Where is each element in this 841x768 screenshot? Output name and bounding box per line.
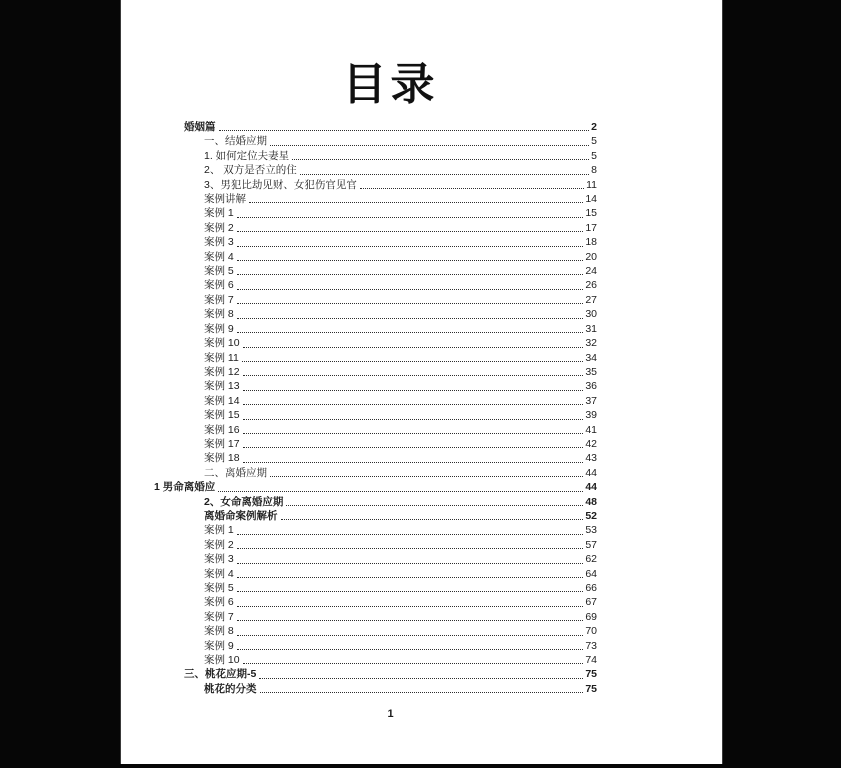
toc-entry-label: 案例 9 (204, 322, 234, 335)
toc-entry-label: 案例 10 (204, 337, 240, 350)
toc-entry-label: 案例 4 (204, 250, 234, 263)
toc-entry-label: 案例 18 (204, 452, 240, 465)
toc-entry-label: 一、结婚应期 (204, 135, 267, 148)
toc-entry-label: 案例 7 (204, 610, 234, 623)
toc-entry[interactable] (184, 624, 597, 638)
toc-entry-label: 案例 1 (204, 524, 234, 537)
toc-leader-dots (218, 491, 583, 492)
toc-leader-dots (237, 217, 584, 218)
toc-entry[interactable] (184, 394, 597, 408)
toc-entry[interactable] (184, 466, 597, 480)
toc-entry-page: 42 (585, 437, 597, 450)
toc-entry[interactable] (184, 149, 597, 163)
toc-leader-dots (270, 476, 583, 477)
toc-entry-page: 66 (585, 582, 597, 594)
toc-entry-label: 案例 2 (204, 221, 234, 234)
toc-entry[interactable] (184, 610, 597, 624)
toc-leader-dots (243, 419, 584, 420)
toc-entry[interactable] (184, 379, 597, 393)
toc-entry[interactable] (184, 552, 597, 566)
toc-entry[interactable] (184, 538, 597, 552)
toc-leader-dots (237, 635, 584, 636)
toc-entry-page: 17 (585, 221, 597, 234)
toc-entry-page: 73 (585, 639, 597, 652)
toc-entry[interactable] (184, 120, 597, 134)
toc-leader-dots (237, 274, 584, 275)
toc-entry[interactable] (184, 134, 597, 148)
toc-entry[interactable] (184, 667, 597, 681)
toc-entry-page: 74 (585, 654, 597, 667)
toc-leader-dots (286, 505, 583, 506)
toc-list (154, 120, 597, 696)
toc-leader-dots (243, 375, 584, 376)
toc-entry[interactable] (184, 595, 597, 609)
toc-leader-dots (237, 591, 584, 592)
toc-entry[interactable] (184, 653, 597, 667)
toc-entry-label: 案例 11 (204, 351, 239, 364)
toc-entry-page: 67 (585, 596, 597, 609)
toc-entry-label: 案例 16 (204, 423, 240, 436)
toc-entry[interactable] (184, 192, 597, 206)
toc-leader-dots (237, 577, 584, 578)
toc-entry[interactable] (184, 221, 597, 235)
toc-leader-dots (237, 289, 584, 290)
toc-leader-dots (243, 404, 584, 405)
toc-leader-dots (237, 303, 584, 304)
toc-entry[interactable] (184, 437, 597, 451)
toc-entry-page: 70 (585, 625, 597, 638)
toc-leader-dots (242, 361, 583, 362)
toc-entry-label: 2、 双方是否立的住 (204, 164, 297, 177)
toc-entry-label: 桃花的分类 (204, 682, 257, 695)
toc-leader-dots (237, 260, 584, 261)
toc-entry-page: 69 (585, 610, 597, 623)
toc-leader-dots (270, 145, 589, 146)
toc-entry-page: 62 (585, 553, 597, 566)
toc-leader-dots (243, 390, 584, 391)
toc-entry-label: 案例 5 (204, 582, 234, 594)
toc-entry-page: 41 (585, 423, 597, 436)
toc-entry-page: 36 (585, 380, 597, 393)
toc-entry[interactable] (184, 293, 597, 307)
toc-entry-page: 34 (585, 351, 597, 364)
toc-entry[interactable] (154, 480, 597, 494)
toc-entry-page: 5 (591, 135, 597, 148)
toc-entry-label: 案例 13 (204, 380, 240, 393)
toc-entry[interactable] (184, 307, 597, 321)
toc-entry-label: 案例 17 (204, 437, 240, 450)
toc-leader-dots (259, 678, 583, 679)
toc-leader-dots (237, 606, 584, 607)
toc-entry[interactable] (184, 423, 597, 437)
toc-entry-label: 案例 14 (204, 394, 240, 407)
toc-leader-dots (292, 159, 589, 160)
toc-entry-label: 2、女命离婚应期 (204, 495, 284, 508)
toc-leader-dots (237, 620, 584, 621)
toc-entry-page: 48 (585, 495, 597, 508)
toc-entry-label: 案例 3 (204, 236, 234, 249)
toc-entry[interactable] (184, 336, 597, 350)
toc-entry-label: 1. 如何定位夫妻星 (204, 149, 290, 162)
toc-entry[interactable] (184, 682, 597, 696)
toc-entry-page: 5 (591, 149, 597, 162)
toc-entry-page: 31 (585, 322, 597, 335)
toc-leader-dots (360, 188, 584, 189)
toc-entry-label: 案例 10 (204, 654, 240, 667)
toc-entry[interactable] (184, 523, 597, 537)
toc-entry-page: 44 (585, 466, 597, 479)
toc-entry-label: 案例 4 (204, 567, 234, 580)
toc-entry-label: 离婚命案例解析 (204, 509, 278, 522)
page-number: 1 (387, 708, 394, 720)
toc-entry-page: 44 (585, 481, 597, 494)
toc-entry-label: 案例 8 (204, 308, 234, 321)
toc-entry-page: 37 (585, 394, 597, 407)
toc-entry-label: 案例讲解 (204, 193, 246, 206)
toc-entry-label: 案例 9 (204, 639, 234, 652)
toc-entry-label: 三、桃花应期-5 (184, 668, 257, 681)
toc-entry-label: 案例 15 (204, 409, 240, 422)
toc-entry-label: 二、离婚应期 (204, 466, 267, 479)
toc-entry-page: 26 (585, 279, 597, 292)
toc-leader-dots (243, 663, 584, 664)
toc-leader-dots (237, 246, 584, 247)
toc-entry[interactable] (184, 178, 597, 192)
toc-entry-page: 39 (585, 409, 597, 422)
toc-leader-dots (237, 534, 584, 535)
toc-entry-label: 案例 6 (204, 596, 234, 609)
toc-entry-label: 案例 2 (204, 538, 234, 551)
toc-leader-dots (219, 130, 590, 131)
toc-entry[interactable] (184, 639, 597, 653)
toc-entry[interactable] (184, 365, 597, 379)
toc-entry[interactable] (184, 322, 597, 336)
toc-entry-page: 32 (585, 337, 597, 350)
toc-entry[interactable] (184, 264, 597, 278)
toc-entry[interactable] (184, 408, 597, 422)
toc-entry-page: 20 (585, 250, 597, 263)
toc-entry[interactable] (184, 451, 597, 465)
toc-entry-label: 案例 12 (204, 365, 240, 378)
toc-entry[interactable] (184, 495, 597, 509)
toc-entry-page: 8 (591, 164, 597, 177)
toc-entry[interactable] (184, 581, 597, 595)
toc-leader-dots (243, 433, 584, 434)
toc-leader-dots (243, 347, 584, 348)
toc-leader-dots (300, 174, 589, 175)
toc-entry-page: 18 (585, 236, 597, 249)
toc-entry-page: 30 (585, 308, 597, 321)
toc-entry-page: 14 (585, 193, 597, 206)
toc-leader-dots (237, 649, 584, 650)
toc-leader-dots (237, 332, 584, 333)
toc-entry[interactable] (184, 250, 597, 264)
toc-entry-page: 57 (585, 538, 597, 551)
toc-entry-label: 案例 8 (204, 625, 234, 638)
toc-leader-dots (237, 548, 584, 549)
toc-entry-label: 案例 6 (204, 279, 234, 292)
toc-leader-dots (249, 202, 583, 203)
toc-leader-dots (237, 318, 584, 319)
toc-entry-page: 52 (585, 509, 597, 522)
toc-entry-page: 2 (591, 121, 597, 133)
toc-entry-page: 75 (585, 668, 597, 681)
toc-leader-dots (260, 692, 584, 693)
toc-leader-dots (281, 519, 584, 520)
toc-entry-label: 案例 5 (204, 265, 234, 278)
toc-leader-dots (243, 447, 584, 448)
document-page (120, 0, 723, 764)
toc-entry-page: 27 (585, 293, 597, 306)
toc-leader-dots (237, 563, 584, 564)
toc-entry-page: 15 (585, 207, 597, 220)
toc-entry-page: 75 (585, 682, 597, 695)
toc-entry[interactable] (184, 509, 597, 523)
toc-entry-label: 案例 7 (204, 293, 234, 306)
toc-entry[interactable] (184, 278, 597, 292)
toc-entry-label: 1 男命离婚应 (154, 481, 216, 494)
toc-entry[interactable] (184, 567, 597, 581)
toc-entry[interactable] (184, 206, 597, 220)
toc-entry-page: 43 (585, 452, 597, 465)
toc-entry-page: 53 (585, 524, 597, 537)
toc-entry-page: 24 (585, 265, 597, 278)
toc-entry-label: 案例 1 (204, 207, 234, 220)
toc-leader-dots (243, 462, 584, 463)
toc-entry-page: 64 (585, 567, 597, 580)
toc-entry-page: 35 (585, 365, 597, 378)
toc-leader-dots (237, 231, 584, 232)
page-title: 目录 (342, 60, 439, 109)
toc-entry[interactable] (184, 351, 597, 365)
toc-entry-page: 11 (586, 178, 597, 191)
toc-entry-label: 3、男犯比劫见财、女犯伤官见官 (204, 178, 357, 191)
toc-entry[interactable] (184, 235, 597, 249)
toc-entry[interactable] (184, 163, 597, 177)
toc-entry-label: 婚姻篇 (184, 121, 216, 133)
toc-entry-label: 案例 3 (204, 553, 234, 566)
